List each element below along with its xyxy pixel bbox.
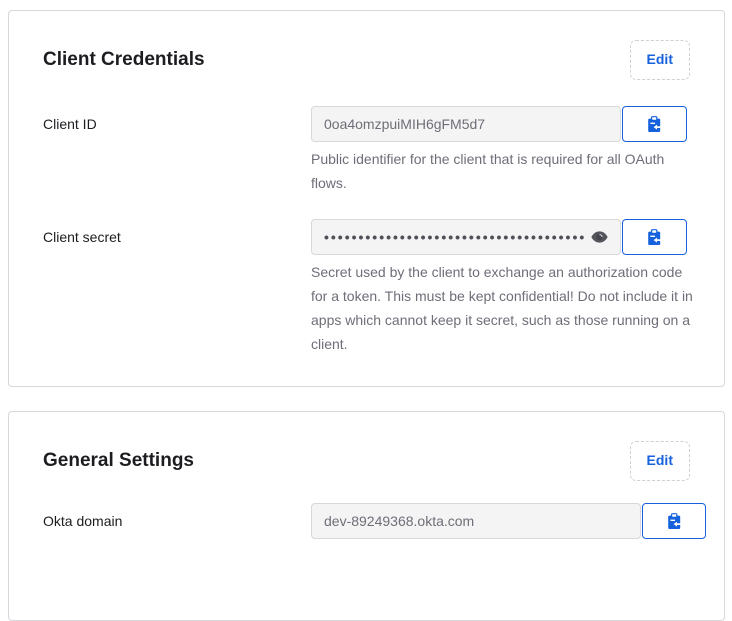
client-credentials-card — [8, 10, 725, 387]
client-credentials-edit-outline — [630, 40, 690, 80]
client-id-row — [43, 106, 690, 195]
client-id-copy-button[interactable] — [622, 106, 687, 142]
client-secret-input-group — [311, 219, 693, 255]
client-secret-copy-button[interactable] — [622, 219, 687, 255]
client-credentials-edit-button[interactable]: Edit — [646, 51, 673, 67]
client-secret-label: Client secret — [43, 229, 121, 245]
clipboard-copy-icon — [647, 116, 662, 133]
okta-domain-input[interactable] — [311, 503, 641, 539]
general-settings-edit-outline — [630, 441, 690, 481]
okta-domain-field — [311, 503, 706, 539]
general-settings-card — [8, 411, 725, 621]
general-settings-title: General Settings — [43, 450, 194, 471]
client-secret-field — [311, 219, 693, 356]
client-secret-input[interactable] — [311, 219, 621, 255]
client-credentials-title: Client Credentials — [43, 49, 205, 70]
reveal-secret-button[interactable] — [589, 231, 610, 243]
client-secret-masked-value: •••••••••••••••••••••••••••••••••••••• — [324, 230, 587, 244]
okta-domain-input-group — [311, 503, 706, 539]
client-secret-help-text: Secret used by the client to exchange an authorization code for a token. This must be kept confidential! Do not include it in apps which cannot keep it secret, such as those running on a client. — [311, 264, 693, 352]
general-settings-edit-button[interactable]: Edit — [646, 452, 673, 468]
okta-domain-label: Okta domain — [43, 513, 123, 529]
okta-domain-row — [43, 503, 690, 539]
client-id-label: Client ID — [43, 116, 97, 132]
okta-domain-copy-button[interactable] — [642, 503, 706, 539]
general-settings-header — [43, 412, 690, 481]
client-id-input[interactable] — [311, 106, 621, 142]
client-secret-row — [43, 219, 693, 356]
clipboard-copy-icon — [647, 229, 662, 246]
clipboard-copy-icon — [667, 513, 682, 530]
client-id-input-group — [311, 106, 693, 142]
client-id-field — [311, 106, 693, 195]
client-id-help-text: Public identifier for the client that is required for all OAuth flows. — [311, 151, 665, 191]
client-credentials-header — [43, 11, 690, 80]
eye-icon — [591, 231, 608, 243]
